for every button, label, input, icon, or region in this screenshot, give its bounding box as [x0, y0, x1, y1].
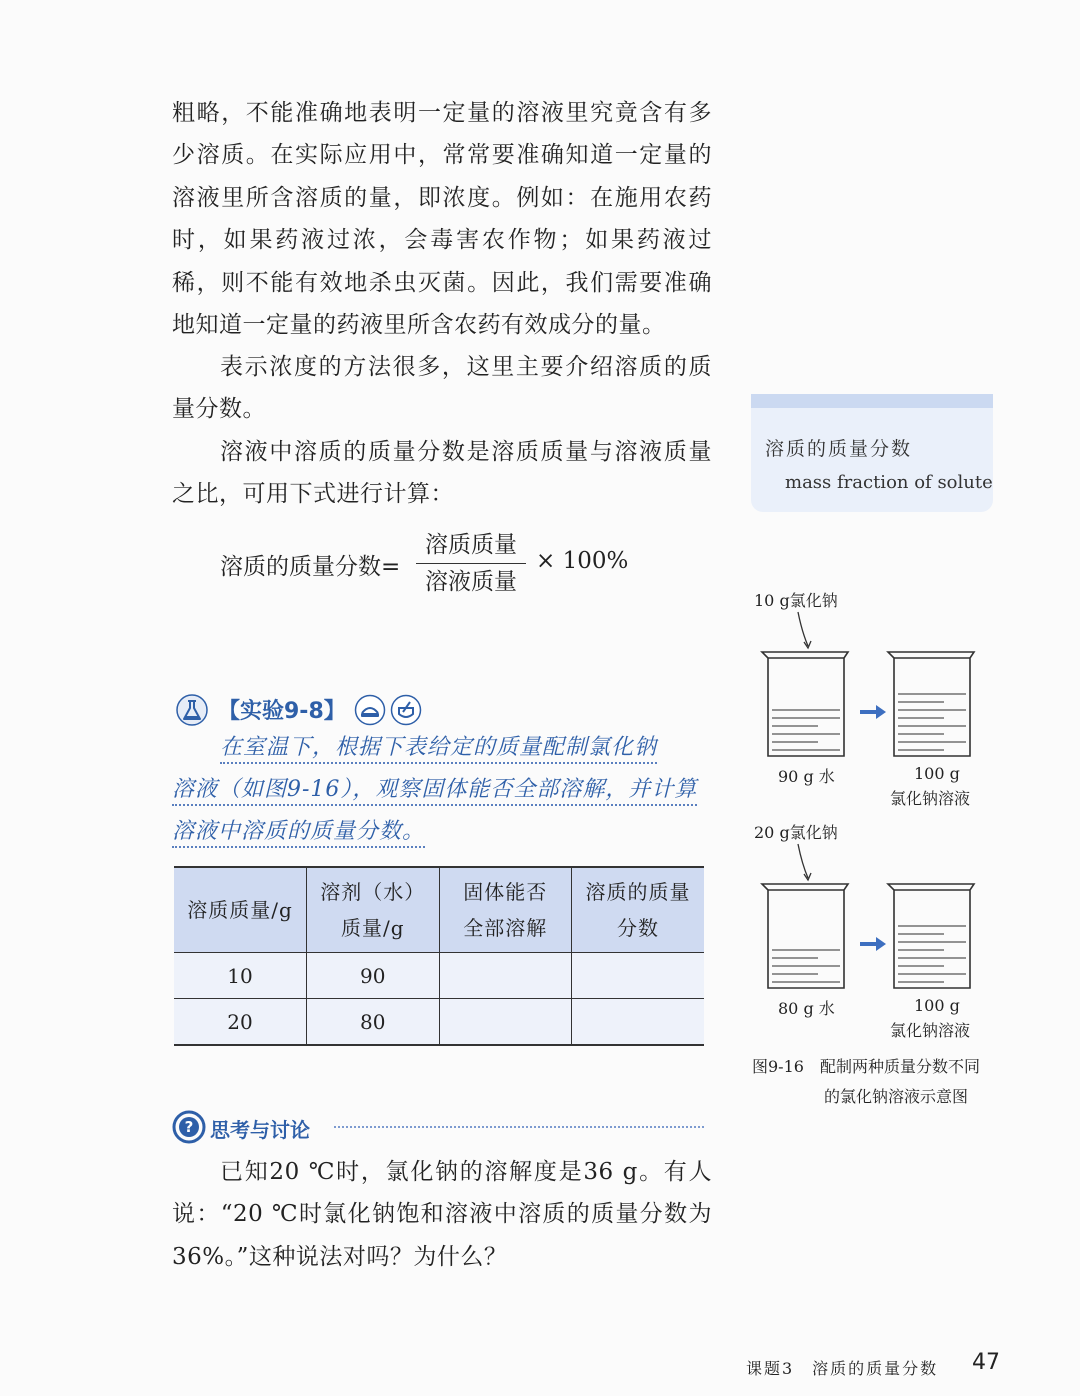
- weigh-icon: [354, 694, 386, 726]
- table-cell: [572, 999, 705, 1046]
- paragraph-1: 粗略，不能准确地表明一定量的溶液里究竟含有多少溶质。在实际应用中，常常要准确知道一定量的溶液里所含溶质的量，即浓度。例如：在施用农药时，如果药液过浓，会毒害农作物；如果药液过稀，则不能有效地杀虫灭菌。因此，我们需要准确地知道一定量的药液里所含农药有效成分的量。: [172, 100, 712, 339]
- formula-fraction: [416, 528, 526, 599]
- table-cell: [572, 953, 705, 999]
- page-number: 47: [972, 1350, 1000, 1375]
- svg-text:?: ?: [184, 1118, 194, 1136]
- beakers-diagram: [748, 584, 1008, 1044]
- question-icon: [172, 1110, 206, 1144]
- table-row: [174, 999, 704, 1046]
- formula-numerator: 溶质质量: [425, 532, 517, 558]
- paragraph-2: 表示浓度的方法很多，这里主要介绍溶质的质量分数。: [172, 354, 712, 423]
- bottom-solution-label-1: 100 g: [914, 996, 960, 1015]
- think-title: 思考与讨论: [210, 1118, 310, 1142]
- table-cell: [439, 999, 572, 1046]
- bottom-solution-label-2: 氯化钠溶液: [890, 1021, 971, 1040]
- experiment-text-3: 溶液中溶质的质量分数。: [172, 819, 425, 848]
- data-table: [174, 866, 704, 1046]
- running-footer: 课题3 溶质的质量分数: [746, 1359, 939, 1378]
- table-header-row: [174, 867, 704, 953]
- experiment-line-3: [172, 811, 712, 853]
- table-cell: 80: [307, 999, 440, 1046]
- formula: [220, 528, 640, 600]
- figure-caption: [752, 1052, 980, 1112]
- formula-denominator: 溶液质量: [425, 569, 517, 595]
- figure-caption-line-2: 的氯化钠溶液示意图: [824, 1087, 969, 1106]
- experiment-text-1: 在室温下，根据下表给定的质量配制氯化钠: [220, 735, 657, 764]
- top-water-label: 90 g 水: [778, 767, 835, 786]
- formula-times: × 100%: [536, 548, 629, 574]
- table-header-cell: 溶质质量/g: [174, 867, 307, 953]
- bottom-water-label: 80 g 水: [778, 999, 835, 1018]
- stir-icon: [390, 694, 422, 726]
- table-row: [174, 953, 704, 999]
- glossary-term: 溶质的质量分数: [765, 438, 913, 460]
- think-header: [172, 1108, 704, 1148]
- experiment-text-2: 溶液（如图9-16），观察固体能否全部溶解，并计算: [172, 777, 697, 806]
- table-cell: [439, 953, 572, 999]
- figure-caption-line-1: 图9-16 配制两种质量分数不同: [752, 1057, 980, 1076]
- formula-lhs: 溶质的质量分数=: [220, 554, 401, 580]
- fraction-bar: [416, 563, 526, 564]
- table-header-cell: 溶质的质量 分数: [572, 867, 705, 953]
- table-header-cell: 固体能否 全部溶解: [439, 867, 572, 953]
- table-header-cell: 溶剂（水） 质量/g: [307, 867, 440, 953]
- top-solution-label-2: 氯化钠溶液: [890, 789, 971, 808]
- dotted-divider: [334, 1126, 704, 1128]
- experiment-title: 【实验9-8】: [218, 699, 346, 724]
- table-cell: 10: [174, 953, 307, 999]
- top-solute-label: 10 g氯化钠: [754, 591, 838, 610]
- experiment-header: [172, 690, 472, 730]
- top-solution-label-1: 100 g: [914, 764, 960, 783]
- bottom-solute-label: 20 g氯化钠: [754, 823, 838, 842]
- think-text: 已知20 ℃时，氯化钠的溶解度是36 g。有人说：“20 ℃时氯化钠饱和溶液中溶质的质量分数为36%。”这种说法对吗？为什么？: [172, 1159, 712, 1270]
- glossary-english: mass fraction of solute: [785, 472, 993, 493]
- glossary-band: [751, 394, 993, 408]
- glossary-box: [751, 394, 993, 512]
- table-cell: 20: [174, 999, 307, 1046]
- paragraph-3: 溶液中溶质的质量分数是溶质质量与溶液质量之比，可用下式进行计算：: [172, 439, 712, 508]
- figure-9-16: [748, 584, 1008, 1044]
- experiment-line-2: [172, 769, 712, 811]
- flask-icon: [176, 694, 208, 726]
- table-cell: 90: [307, 953, 440, 999]
- experiment-line-1: [172, 727, 712, 769]
